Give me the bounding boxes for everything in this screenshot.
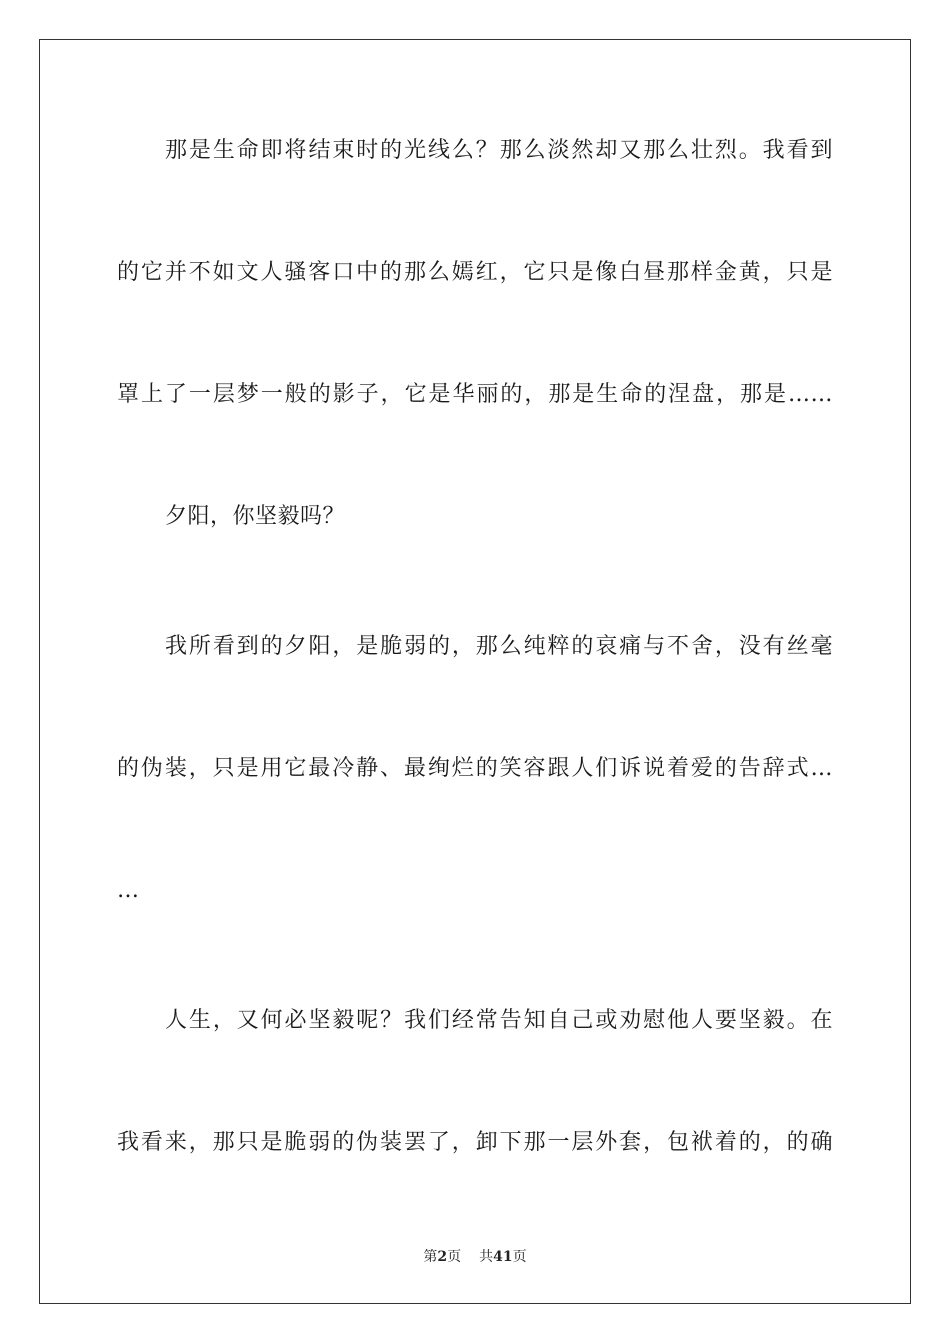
paragraph-line: 人生，又何必坚毅呢？我们经常告知自己或劝慰他人要坚毅。在: [165, 1008, 833, 1033]
total-pages-label: 共41页: [479, 1249, 527, 1265]
paragraph-line: 的伪装，只是用它最冷静、最绚烂的笑容跟人们诉说着爱的告辞式…: [117, 756, 833, 781]
page-border: [39, 39, 911, 1304]
paragraph-line: 我所看到的夕阳，是脆弱的，那么纯粹的哀痛与不舍，没有丝毫: [165, 634, 833, 659]
page-footer: [0, 1247, 950, 1267]
paragraph-line: 那是生命即将结束时的光线么？那么淡然却又那么壮烈。我看到: [165, 138, 833, 163]
paragraph-line: 夕阳，你坚毅吗？: [165, 504, 346, 529]
paragraph-line: 我看来，那只是脆弱的伪装罢了，卸下那一层外套，包袱着的，的确: [117, 1130, 833, 1155]
paragraph-line: …: [117, 878, 140, 903]
paragraph-line: 的它并不如文人骚客口中的那么嫣红，它只是像白昼那样金黄，只是: [117, 260, 833, 285]
paragraph-line: 罩上了一层梦一般的影子，它是华丽的，那是生命的涅盘，那是……: [117, 382, 833, 407]
page-number-label: 第2页: [423, 1249, 462, 1265]
